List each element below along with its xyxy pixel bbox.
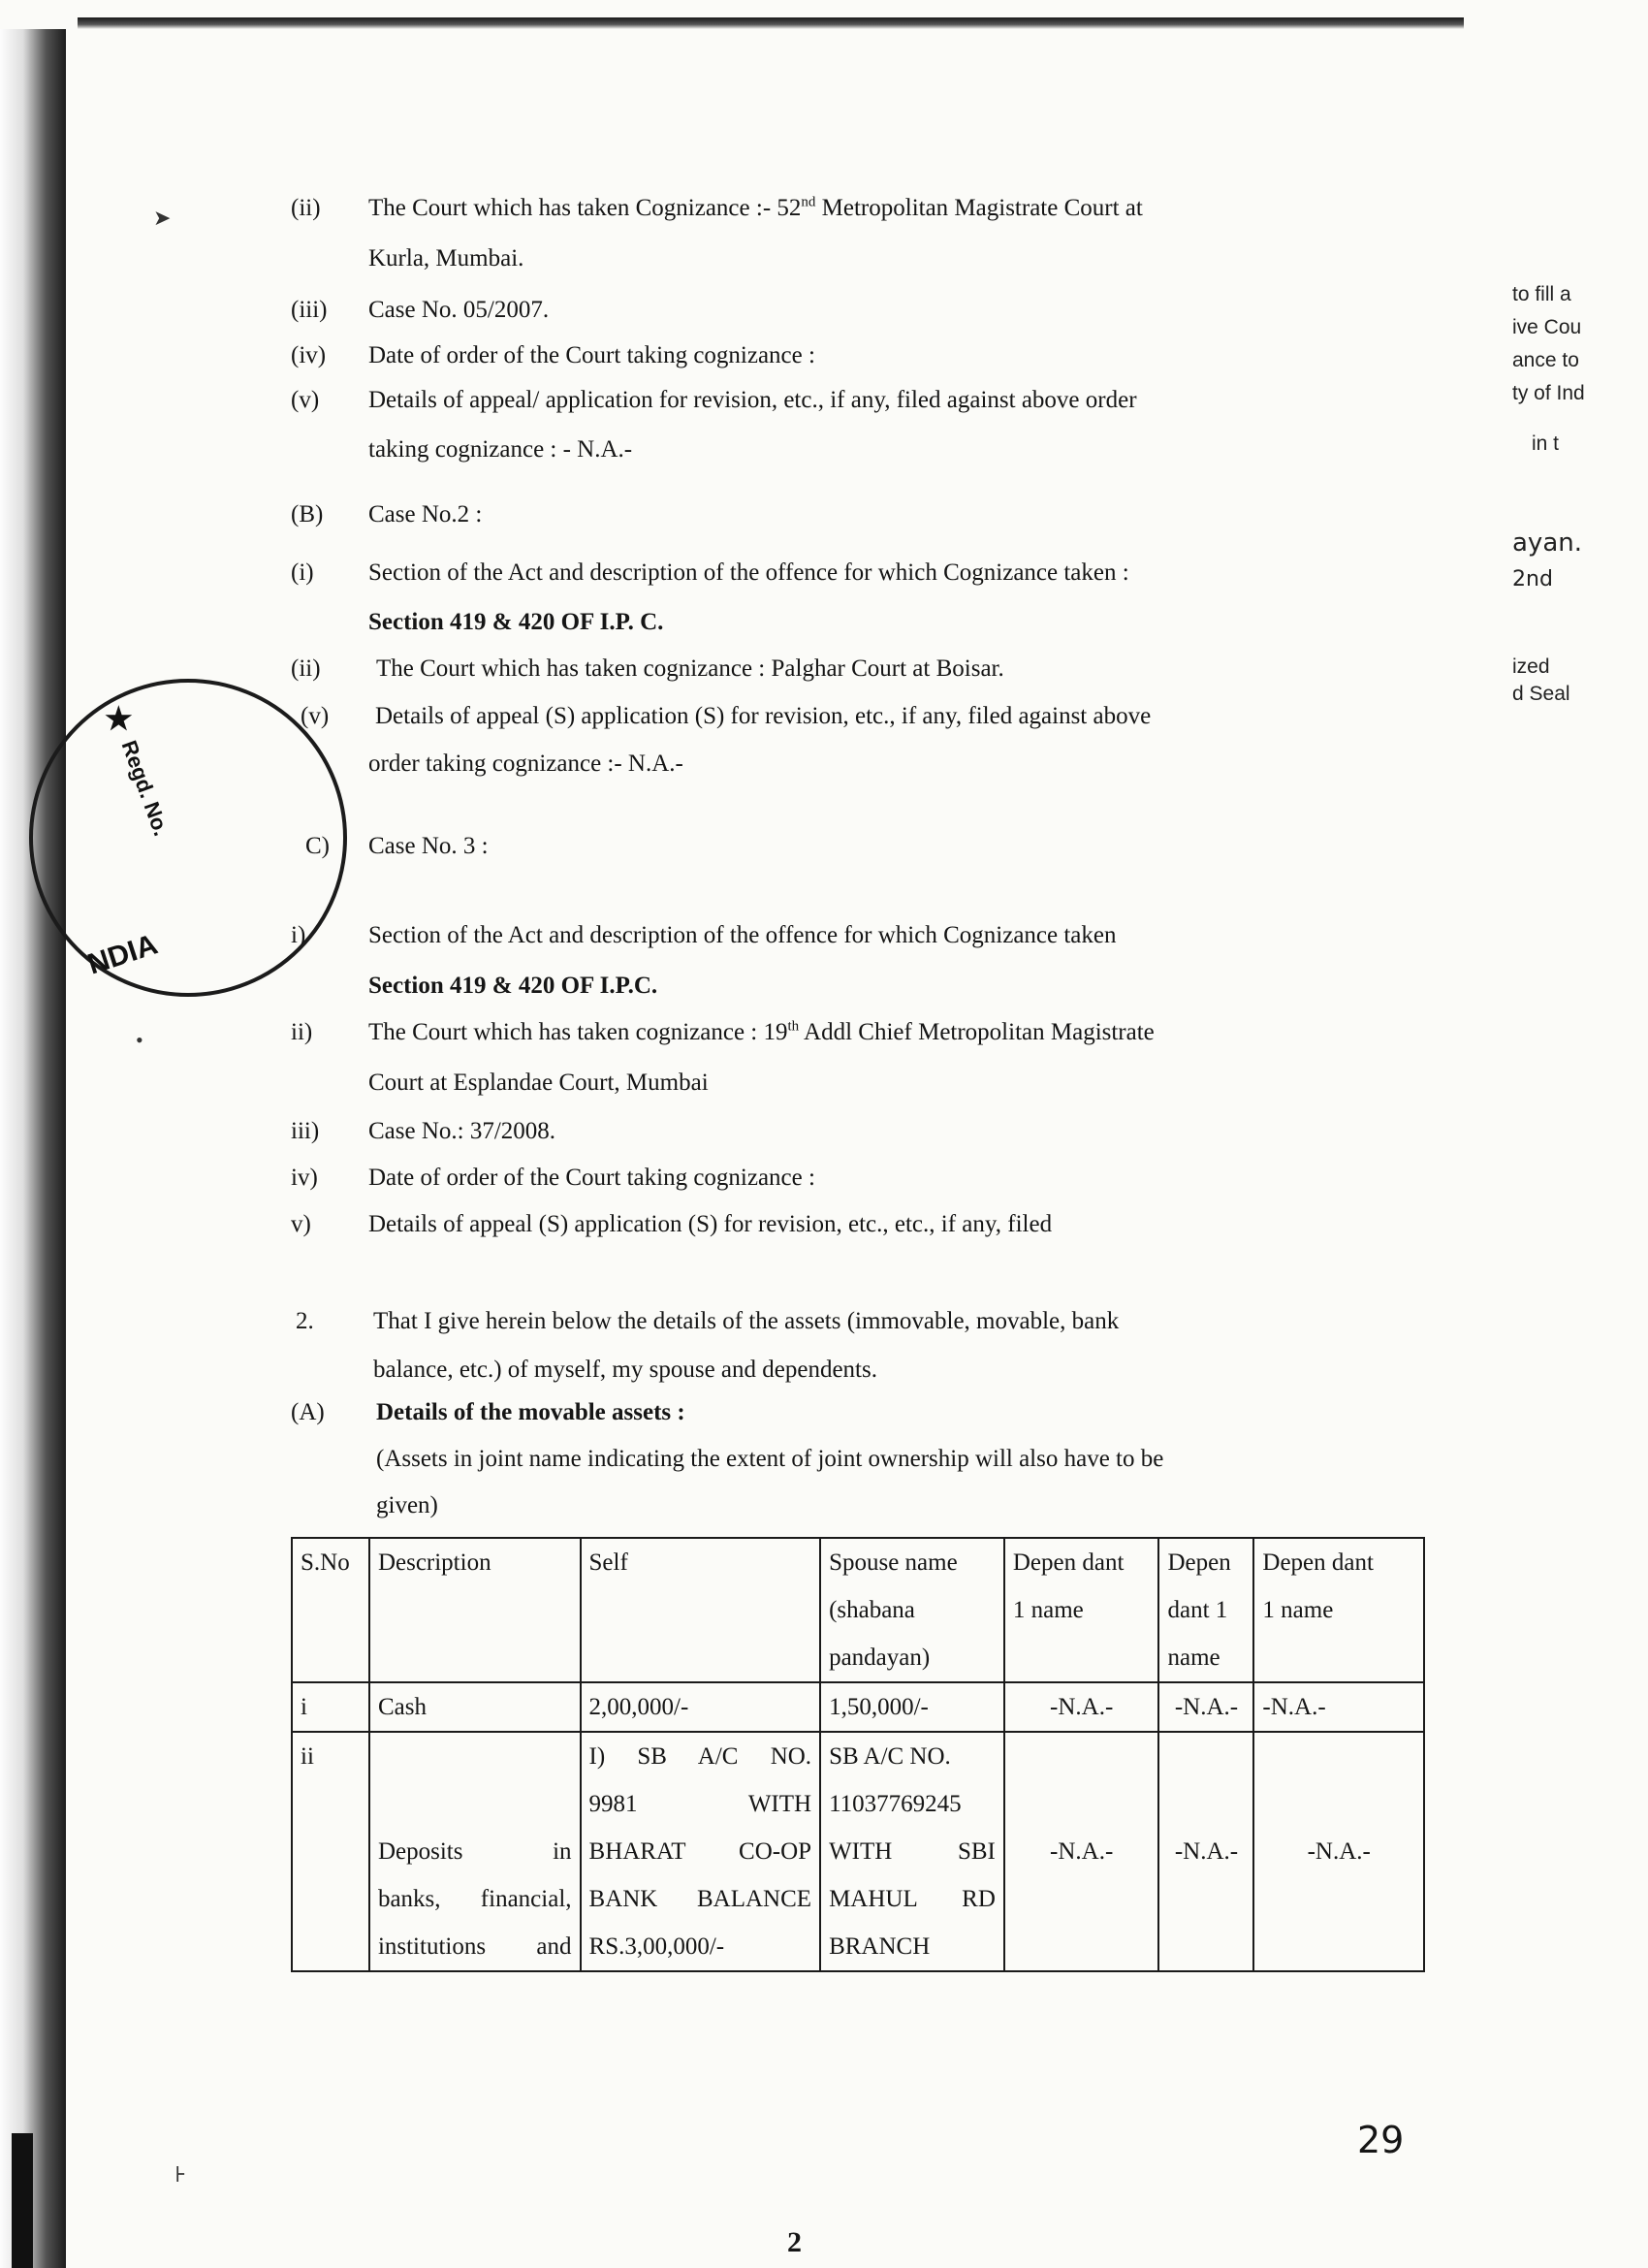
handwritten-margin-note: ayan. (1512, 528, 1582, 558)
notary-seal (29, 679, 347, 997)
table-row: i Cash 2,00,000/- 1,50,000/- -N.A.- -N.A.- -N.A.- (292, 1682, 1424, 1732)
scan-left-edge (0, 29, 66, 2268)
scan-mark-dot: • (136, 1028, 143, 1052)
seal-inner-text: Regd. No. (116, 737, 174, 840)
margin-note: in t (1532, 432, 1560, 455)
scan-mark-f: ⊦ (174, 2162, 187, 2187)
margin-note: ive Cou (1512, 316, 1582, 338)
page-number: 2 (787, 2226, 802, 2258)
margin-note: to fill a (1512, 283, 1571, 305)
table-row: ii Deposits in banks, financial, institutions and I) SB A/C NO. 9981 WITH BHARAT CO-OP BANK BALANCE RS.3,00,000/- SB A/C NO. 11037769245 WITH SBI MAHUL RD BRANCH -N.A.- -N.A.- -N.A.- (292, 1732, 1424, 1971)
header-dependant-2: Depen dant 1 name (1158, 1538, 1253, 1682)
margin-note: ized (1512, 655, 1550, 678)
scan-left-bottom-edge (12, 2133, 33, 2268)
table-header-row (292, 1538, 1424, 1682)
header-dependant-1: Depen dant 1 name (1004, 1538, 1159, 1682)
header-sno: S.No (292, 1538, 369, 1682)
header-description: Description (369, 1538, 581, 1682)
header-dependant-3: Depen dant 1 name (1253, 1538, 1424, 1682)
handwritten-margin-note: 2nd (1512, 567, 1553, 591)
movable-assets-table (291, 1537, 1425, 1972)
seal-star-icon: ★ (105, 701, 133, 736)
scan-top-edge (78, 17, 1464, 29)
seal-lettering: NDIA (83, 928, 162, 981)
header-spouse: Spouse name (shabana pandayan) (820, 1538, 1004, 1682)
header-self: Self (581, 1538, 821, 1682)
margin-note: d Seal (1512, 683, 1570, 705)
margin-note: ty of Ind (1512, 382, 1585, 404)
margin-note: ance to (1512, 349, 1579, 371)
scan-mark-arrow: ➤ (153, 206, 172, 230)
handwritten-page-number: 29 (1357, 2119, 1405, 2161)
